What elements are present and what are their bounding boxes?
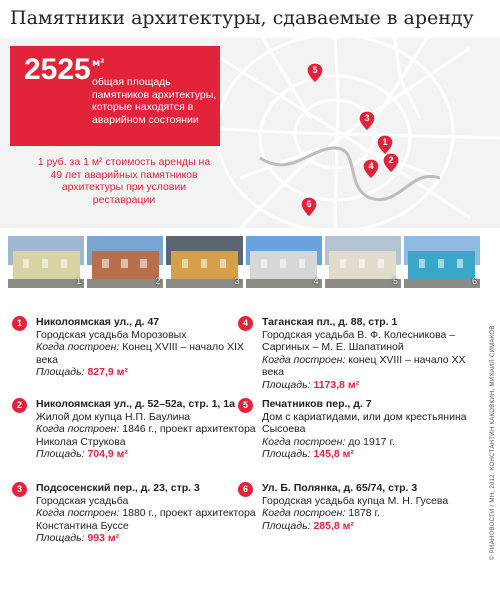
page-title: Памятники архитектуры, сдаваемые в аренду — [10, 7, 474, 29]
credit-line: © РИАНОВОСТИ / МН, 2012. КОНСТАНТИН КАКОВКИН, МИХАИЛ СИМАКОВ — [490, 325, 496, 560]
photo-window — [220, 259, 226, 268]
photo-number: 4 — [313, 276, 319, 286]
map-marker-6[interactable] — [300, 196, 318, 218]
map-marker-5[interactable] — [306, 62, 324, 84]
built-label: Когда построен: — [262, 435, 346, 448]
photo-window — [201, 259, 207, 268]
photo-window — [340, 259, 346, 268]
entry-address: Подсосенский пер., д. 23, стр. 3 — [36, 482, 200, 494]
photo-ground — [246, 279, 322, 288]
photo-ground — [87, 279, 163, 288]
map-marker-label: 2 — [388, 155, 394, 165]
photo-window — [378, 259, 384, 268]
entry-address: Печатников пер., д. 7 — [262, 398, 372, 410]
built-value: 1846 г., проект архитектора Николая Струкова — [36, 423, 256, 448]
area-value: 1173,8 м² — [313, 378, 360, 391]
map-marker-label: 3 — [364, 113, 370, 123]
photo-window — [419, 259, 425, 268]
entry-description: Жилой дом купца Н.П. Баулина — [36, 410, 191, 423]
photo-ground — [404, 279, 480, 288]
entry-address: Николоямская ул., д. 52–52а, стр. 1, 1а — [36, 398, 235, 410]
entry-description: Городская усадьба Морозовых — [36, 328, 187, 341]
area-summary-box — [10, 46, 220, 146]
entry-description: Дом с кариатидами, или дом крестьянина Сысоева — [262, 410, 467, 435]
entry-address: Николоямская ул., д. 47 — [36, 316, 160, 328]
map-marker-2[interactable] — [382, 152, 400, 174]
built-value: 1878 г. — [348, 507, 381, 519]
photo-window — [121, 259, 127, 268]
photo-window — [280, 259, 286, 268]
entry-area-line — [262, 520, 482, 533]
entry-number-badge: 6 — [238, 482, 253, 497]
built-label: Когда построен: — [262, 353, 346, 366]
built-label: Когда построен: — [36, 341, 120, 353]
map-marker-label: 1 — [382, 137, 388, 147]
area-label: Площадь: — [262, 519, 311, 532]
photo-window — [457, 259, 463, 268]
entry-built-line — [36, 507, 256, 532]
building-photo-4[interactable] — [246, 236, 322, 288]
entry-area-line — [36, 448, 256, 461]
photo-window — [140, 259, 146, 268]
building-entry-6 — [242, 482, 482, 532]
entry-number-badge: 2 — [12, 398, 27, 413]
built-value: 1880 г., проект архитектора Константина Буссе — [36, 507, 256, 532]
building-entry-1 — [16, 316, 256, 379]
photo-window — [359, 259, 365, 268]
total-area-description: общая площадь памятников архитектуры, которые находятся в аварийном состоянии — [92, 76, 217, 126]
area-value: 285,8 м² — [313, 519, 354, 532]
entry-built-line — [36, 423, 256, 448]
photo-ground — [166, 279, 242, 288]
building-entry-5 — [242, 398, 482, 461]
entry-area-line — [36, 532, 256, 545]
building-photo-1[interactable] — [8, 236, 84, 288]
photo-window — [438, 259, 444, 268]
entry-area-line — [36, 366, 256, 379]
map-marker-label: 5 — [312, 65, 318, 75]
area-label: Площадь: — [36, 448, 85, 460]
photo-number: 1 — [76, 276, 82, 286]
built-label: Когда построен: — [262, 507, 346, 519]
building-entry-4 — [242, 316, 482, 391]
area-label: Площадь: — [262, 448, 311, 460]
photo-window — [182, 259, 188, 268]
map-marker-3[interactable] — [358, 110, 376, 132]
built-value: до 1917 г. — [348, 435, 395, 448]
map-marker-label: 4 — [368, 161, 374, 171]
photo-window — [261, 259, 267, 268]
entry-area-line — [262, 379, 482, 392]
building-entry-3 — [16, 482, 256, 545]
entry-built-line — [262, 436, 482, 449]
photo-window — [23, 259, 29, 268]
area-value: 145,8 м² — [313, 448, 354, 460]
entry-description: Городская усадьба В. Ф. Колесникова – Саргиных – М. Е. Шапатиной — [262, 328, 456, 353]
area-value: 704,9 м² — [87, 448, 128, 460]
entry-address: Таганская пл., д. 88, стр. 1 — [262, 316, 398, 328]
entry-built-line — [36, 341, 256, 366]
photo-ground — [8, 279, 84, 288]
rent-note: 1 руб. за 1 м² стоимость аренды на 49 лет аварийных памятников архитектуры при условии реставрации — [37, 156, 211, 206]
total-area-unit: м² — [92, 58, 105, 69]
entry-number-badge: 4 — [238, 316, 253, 331]
area-label: Площадь: — [36, 532, 85, 544]
entry-number-badge: 3 — [12, 482, 27, 497]
entry-built-line — [262, 354, 482, 379]
building-photo-5[interactable] — [325, 236, 401, 288]
built-label: Когда построен: — [36, 507, 120, 519]
photo-window — [102, 259, 108, 268]
built-label: Когда построен: — [36, 423, 120, 435]
entry-address: Ул. Б. Полянка, д. 65/74, стр. 3 — [262, 482, 418, 494]
photo-window — [61, 259, 67, 268]
photo-number: 6 — [472, 276, 478, 286]
photo-window — [42, 259, 48, 268]
area-label: Площадь: — [262, 378, 311, 391]
map-marker-4[interactable] — [362, 158, 380, 180]
entry-number-badge: 5 — [238, 398, 253, 413]
entry-description: Городская усадьба — [36, 494, 129, 507]
building-photo-6[interactable] — [404, 236, 480, 288]
area-label: Площадь: — [36, 366, 85, 378]
entry-number-badge: 1 — [12, 316, 27, 331]
entry-built-line — [262, 507, 482, 520]
total-area-value: 2525 — [24, 53, 91, 86]
photo-strip — [8, 236, 480, 288]
building-entry-2 — [16, 398, 256, 461]
entry-description: Городская усадьба купца М. Н. Гусева — [262, 494, 449, 507]
photo-number: 2 — [155, 276, 161, 286]
photo-number: 3 — [234, 276, 240, 286]
built-value: Конец XVIII – начало XIX века — [36, 341, 244, 366]
area-value: 827,9 м² — [87, 366, 128, 378]
built-value: конец XVIII – начало XX века — [262, 353, 466, 378]
building-photo-3[interactable] — [166, 236, 242, 288]
photo-number: 5 — [392, 276, 398, 286]
photo-window — [299, 259, 305, 268]
area-value: 993 м² — [87, 532, 120, 544]
entry-area-line — [262, 448, 482, 461]
map-marker-label: 6 — [306, 199, 312, 209]
photo-ground — [325, 279, 401, 288]
building-photo-2[interactable] — [87, 236, 163, 288]
